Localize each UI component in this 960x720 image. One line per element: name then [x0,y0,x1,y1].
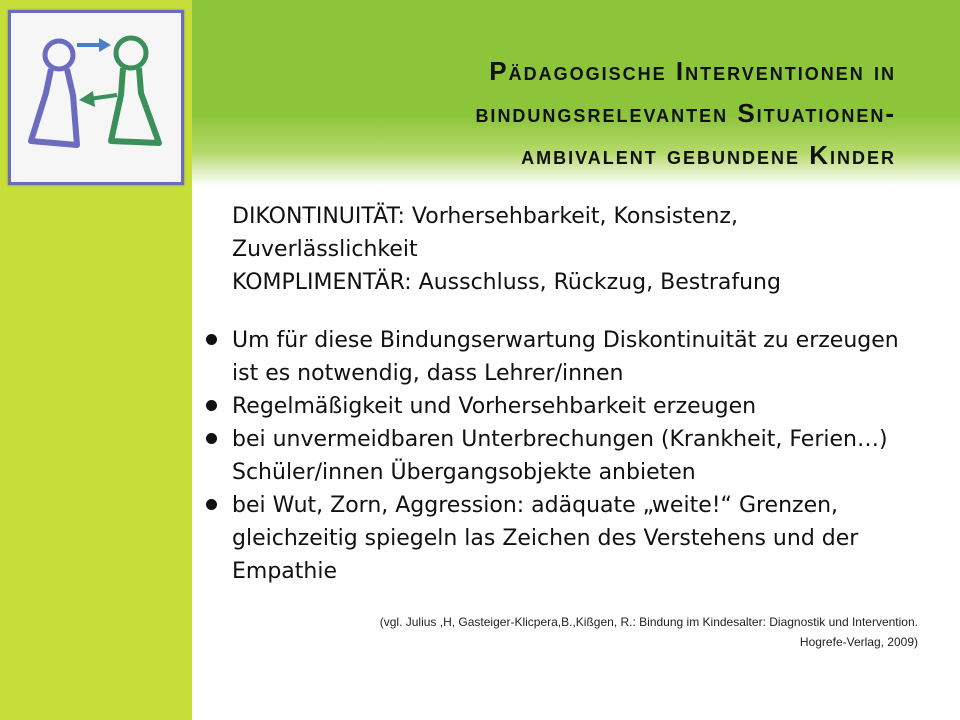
title-line: Pädagogische Interventionen in [489,56,896,86]
citation-line: (vgl. Julius ,H, Gasteiger-Klicpera,B.,Kißgen, R.: Bindung im Kindesalter: Diagnostik und Intervention. [379,615,918,629]
citation-line: Hogrefe-Verlag, 2009) [799,635,918,649]
slide-title [256,50,896,176]
header-band [192,0,960,186]
bullet-list [206,324,916,588]
slide-body [206,200,916,588]
intro-line: KOMPLIMENTÄR: Ausschluss, Rückzug, Bestrafung [232,270,781,295]
bullet-item: bei Wut, Zorn, Aggression: adäquate „weite!“ Grenzen, gleichzeitig spiegeln las Zeichen des Verstehens und der Empathie [206,489,916,588]
title-line: ambivalent gebundene Kinder [521,140,896,170]
bullet-item: Regelmäßigkeit und Vorhersehbarkeit erzeugen [206,390,916,423]
title-line: bindungsrelevanten Situationen- [475,98,896,128]
citation [188,612,918,652]
intro-text [232,200,916,299]
attachment-figures-logo-icon [8,10,184,185]
bullet-item: bei unvermeidbaren Unterbrechungen (Krankheit, Ferien…) Schüler/innen Übergangsobjekte anbieten [206,423,916,489]
intro-line: DIKONTINUITÄT: Vorhersehbarkeit, Konsistenz, Zuverlässlichkeit [232,204,738,262]
bullet-item: Um für diese Bindungserwartung Diskontinuität zu erzeugen ist es notwendig, dass Lehrer/innen [206,324,916,390]
